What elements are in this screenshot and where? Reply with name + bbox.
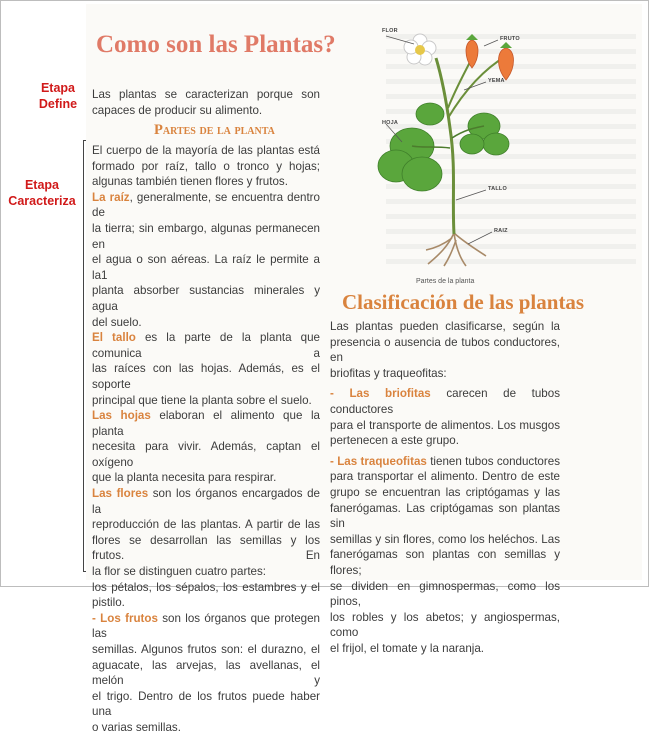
traqueofitas-keyword: Las traqueofitas bbox=[337, 454, 427, 468]
tallo-keyword: El tallo bbox=[92, 331, 136, 345]
flores-keyword: Las flores bbox=[92, 487, 149, 501]
tallo-paragraph: El tallo es la parte de la planta que comunica a las raíces con las hojas. Además, es el soporte principal que tiene la planta sobre el suelo. bbox=[92, 331, 320, 407]
briofitas-paragraph: - Las briofitas carecen de tubos conductores para el transporte de alimentos. Los musgos pertenecen a este grupo. bbox=[330, 387, 560, 448]
hojas-keyword: Las hojas bbox=[92, 409, 151, 423]
traqueofitas-paragraph: - Las traqueofitas tienen tubos conductores para transportar el alimento. Dentro de este grupo se encuentran las criptógamas y las fanerógamas. Las criptógamas son plantas sin semillas y sin flores, como los heléchos. Las fanerógamas son plantas con semillas y flores; se dividen en gimnospermas, como los pinos, los robles y los abetos; y angiospermas, como el frijol, el tomate y la naranja. bbox=[330, 454, 560, 655]
label-hoja: HOJA bbox=[382, 120, 399, 126]
plant-illustration bbox=[356, 18, 542, 268]
briofitas-keyword: Las briofitas bbox=[349, 387, 431, 401]
right-column bbox=[330, 319, 560, 656]
class-heading: Clasificación de las plantas bbox=[342, 290, 585, 314]
page-title: Como son las Plantas? bbox=[96, 31, 336, 58]
label-fruto: FRUTO bbox=[500, 36, 520, 42]
intro-paragraph: Las plantas se caracterizan porque son capaces de producir su alimento. bbox=[92, 88, 320, 117]
stage-define-label: Etapa Define bbox=[38, 81, 78, 111]
stage-caracteriza-label: Etapa Caracteriza bbox=[8, 178, 76, 208]
class-intro: Las plantas pueden clasificarse, según la presencia o ausencia de tubos conductores, en briofitas y traqueofitas: bbox=[330, 320, 560, 380]
stem bbox=[436, 58, 454, 234]
raiz-paragraph: La raíz, generalmente, se encuentra dentro de la tierra; sin embargo, algunas permanecen en el agua o son aéreas. La raíz le permite a la1 planta absorber sustancias minerales y agua del suelo. bbox=[92, 190, 320, 329]
label-tallo: TALLO bbox=[488, 186, 507, 192]
raiz-keyword: La raíz bbox=[92, 190, 130, 204]
textbook-page bbox=[86, 4, 642, 734]
parts-heading: Partes de la planta bbox=[154, 122, 275, 138]
left-column bbox=[92, 143, 320, 736]
hojas-paragraph: Las hojas elaboran el alimento que la planta necesita para vivir. Además, captan el oxígeno que la planta necesita para respirar. bbox=[92, 409, 320, 485]
label-raiz: RAIZ bbox=[494, 228, 508, 234]
flores-paragraph: Las flores son los órganos encargados de la reproducción de las plantas. A partir de las flores se desarrollan las semillas y los frutos. En la flor se distinguen cuatro partes: los pétalos, los sépalos, los estambres y el pistilo. bbox=[92, 487, 320, 610]
plant-caption: Partes de la planta bbox=[416, 278, 475, 285]
label-flor: FLOR bbox=[382, 28, 398, 34]
parts-intro: El cuerpo de la mayoría de las plantas está formado por raíz, tallo o tronco y hojas; algunas también tienen flores y frutos. bbox=[92, 144, 320, 189]
frutos-keyword: Los frutos bbox=[100, 611, 158, 625]
frutos-paragraph: - Los frutos son los órganos que protegen las semillas. Algunos frutos son: el durazno, el aguacate, las arvejas, las avellanas, el melón y el trigo. Dentro de los frutos puede haber una o varias semillas. bbox=[92, 611, 320, 734]
flower bbox=[404, 34, 436, 65]
label-yema: YEMA bbox=[488, 78, 505, 84]
roots bbox=[426, 233, 486, 266]
